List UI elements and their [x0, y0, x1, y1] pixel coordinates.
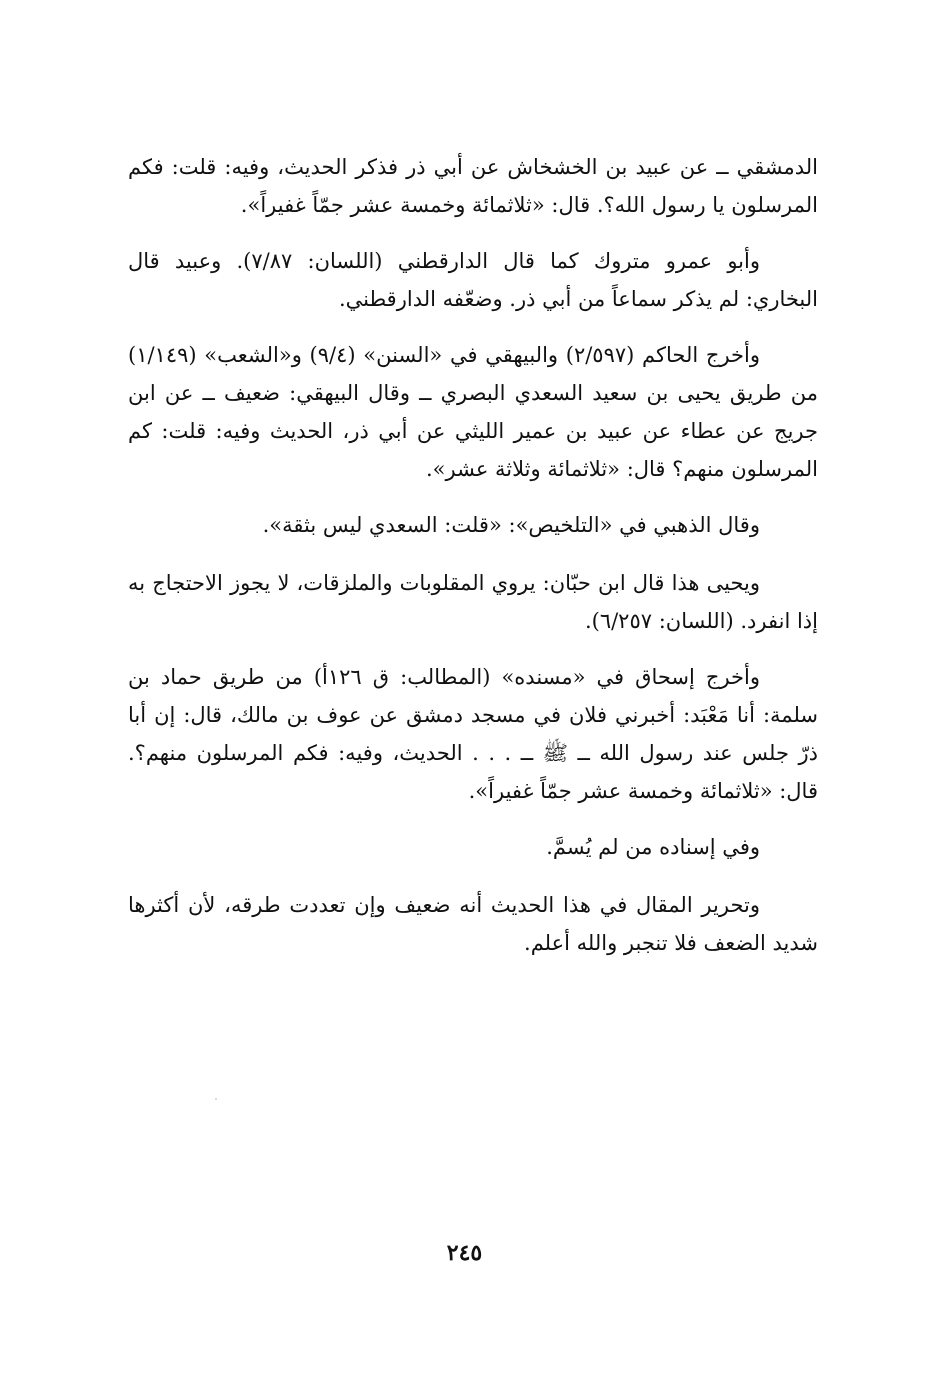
- paragraph-4: وقال الذهبي في «التلخيص»: «قلت: السعدي ليس بثقة».: [262, 513, 760, 537]
- page-number: ٢٤٥: [446, 1240, 483, 1266]
- paragraph-7: وفي إسناده من لم يُسمَّ.: [546, 835, 760, 859]
- paragraph-3: وأخرج الحاكم (٢/٥٩٧) والبيهقي في «السنن» (٩/٤) و«الشعب» (١/١٤٩) من طريق يحيى بن سعيد السعدي البصري ــ وقال البيهقي: ضعيف ــ عن ابن جريج عن عطاء عن عبيد بن عمير الليثي عن أبي ذر، الحديث وفيه: قلت: كم المرسلون منهم؟ قال: «ثلاثمائة وثلاثة عشر».: [128, 343, 818, 481]
- paragraph-8: وتحرير المقال في هذا الحديث أنه ضعيف وإن تعددت طرقه، لأن أكثرها شديد الضعف فلا تنجبر والله أعلم.: [128, 893, 818, 955]
- scan-speck: [215, 1098, 217, 1100]
- paragraph-1: الدمشقي ــ عن عبيد بن الخشخاش عن أبي ذر فذكر الحديث، وفيه: قلت: فكم المرسلون يا رسول الله؟. قال: «ثلاثمائة وخمسة عشر جمّاً غفيراً».: [128, 155, 818, 217]
- paragraph-6: وأخرج إسحاق في «مسنده» (المطالب: ق ١٢٦أ) من طريق حماد بن سلمة: أنا مَعْبَد: أخبرني فلان في مسجد دمشق عن عوف بن مالك، قال: إن أبا ذرّ جلس عند رسول الله ــ ﷺ ــ . . . الحديث، وفيه: فكم المرسلون منهم؟. قال: «ثلاثمائة وخمسة عشر جمّاً غفيراً».: [128, 665, 818, 803]
- body-text: [128, 148, 818, 980]
- paragraph-2: وأبو عمرو متروك كما قال الدارقطني (اللسان: ٧/٨٧). وعبيد قال البخاري: لم يذكر سماعاً من أبي ذر. وضعّفه الدارقطني.: [128, 249, 818, 311]
- paragraph-5: ويحيى هذا قال ابن حبّان: يروي المقلوبات والملزقات، لا يجوز الاحتجاج به إذا انفرد. (اللسان: ٦/٢٥٧).: [128, 571, 818, 633]
